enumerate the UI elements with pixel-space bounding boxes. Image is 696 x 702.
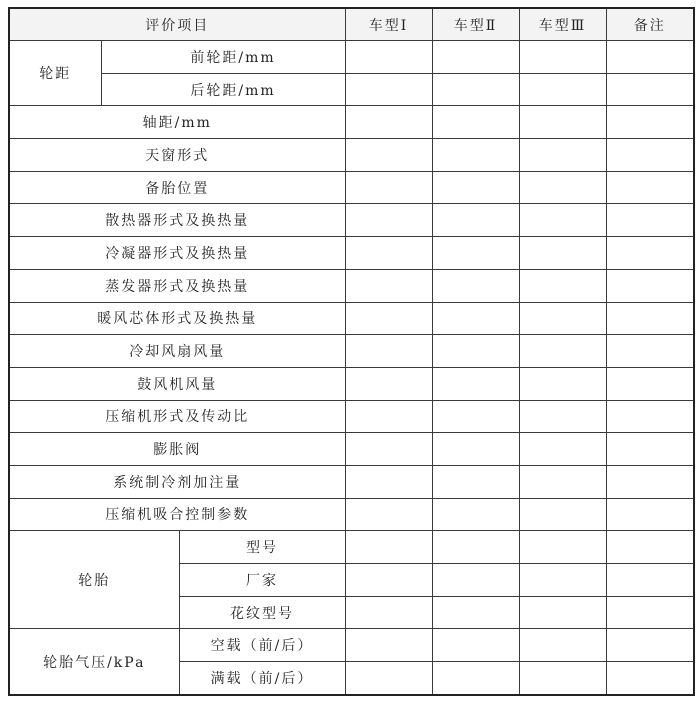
cell-remark[interactable] xyxy=(606,269,694,302)
cell-model-2[interactable] xyxy=(432,106,519,139)
row-label: 厂家 xyxy=(179,564,345,597)
table-row xyxy=(9,204,694,237)
header-row xyxy=(9,8,694,41)
row-label: 空载（前/后） xyxy=(179,629,345,662)
cell-model-1[interactable] xyxy=(345,269,432,302)
cell-model-1[interactable] xyxy=(345,367,432,400)
cell-model-3[interactable] xyxy=(519,531,606,564)
cell-remark[interactable] xyxy=(606,367,694,400)
cell-remark[interactable] xyxy=(606,531,694,564)
cell-model-1[interactable] xyxy=(345,204,432,237)
table-row xyxy=(9,465,694,498)
evaluation-table xyxy=(8,7,695,696)
cell-model-3[interactable] xyxy=(519,269,606,302)
cell-model-3[interactable] xyxy=(519,596,606,629)
cell-remark[interactable] xyxy=(606,662,694,695)
row-label: 花纹型号 xyxy=(179,596,345,629)
row-label: 散热器形式及换热量 xyxy=(9,204,345,237)
cell-model-1[interactable] xyxy=(345,498,432,531)
table-row xyxy=(9,41,694,74)
row-label: 蒸发器形式及换热量 xyxy=(9,269,345,302)
table-row xyxy=(9,433,694,466)
cell-model-3[interactable] xyxy=(519,367,606,400)
cell-model-1[interactable] xyxy=(345,629,432,662)
cell-model-2[interactable] xyxy=(432,302,519,335)
cell-model-2[interactable] xyxy=(432,204,519,237)
cell-remark[interactable] xyxy=(606,171,694,204)
cell-model-2[interactable] xyxy=(432,335,519,368)
cell-model-3[interactable] xyxy=(519,139,606,172)
cell-model-3[interactable] xyxy=(519,171,606,204)
cell-model-1[interactable] xyxy=(345,564,432,597)
row-label: 型号 xyxy=(179,531,345,564)
cell-model-2[interactable] xyxy=(432,465,519,498)
row-label: 鼓风机风量 xyxy=(9,367,345,400)
row-label: 压缩机吸合控制参数 xyxy=(9,498,345,531)
cell-remark[interactable] xyxy=(606,564,694,597)
cell-model-1[interactable] xyxy=(345,41,432,74)
table-row xyxy=(9,269,694,302)
cell-model-2[interactable] xyxy=(432,498,519,531)
cell-model-3[interactable] xyxy=(519,73,606,106)
table-row xyxy=(9,237,694,270)
cell-model-1[interactable] xyxy=(345,73,432,106)
cell-remark[interactable] xyxy=(606,237,694,270)
row-label: 前轮距/mm xyxy=(101,41,345,74)
cell-model-2[interactable] xyxy=(432,237,519,270)
header-model-3: 车型Ⅲ xyxy=(519,8,606,41)
cell-model-3[interactable] xyxy=(519,106,606,139)
cell-model-3[interactable] xyxy=(519,433,606,466)
cell-model-2[interactable] xyxy=(432,400,519,433)
row-label: 满载（前/后） xyxy=(179,662,345,695)
cell-remark[interactable] xyxy=(606,73,694,106)
cell-model-2[interactable] xyxy=(432,433,519,466)
row-label: 后轮距/mm xyxy=(101,73,345,106)
cell-remark[interactable] xyxy=(606,433,694,466)
cell-model-2[interactable] xyxy=(432,662,519,695)
cell-model-1[interactable] xyxy=(345,662,432,695)
cell-model-2[interactable] xyxy=(432,531,519,564)
cell-model-1[interactable] xyxy=(345,400,432,433)
header-model-1: 车型Ⅰ xyxy=(345,8,432,41)
cell-model-2[interactable] xyxy=(432,564,519,597)
cell-model-1[interactable] xyxy=(345,596,432,629)
cell-model-1[interactable] xyxy=(345,139,432,172)
table-row xyxy=(9,498,694,531)
row-label: 备胎位置 xyxy=(9,171,345,204)
cell-remark[interactable] xyxy=(606,41,694,74)
group-label-track: 轮距 xyxy=(9,41,101,106)
cell-model-2[interactable] xyxy=(432,269,519,302)
table-row xyxy=(9,400,694,433)
row-label: 暖风芯体形式及换热量 xyxy=(9,302,345,335)
row-label: 轴距/mm xyxy=(9,106,345,139)
cell-model-2[interactable] xyxy=(432,629,519,662)
cell-remark[interactable] xyxy=(606,335,694,368)
cell-remark[interactable] xyxy=(606,596,694,629)
cell-model-1[interactable] xyxy=(345,465,432,498)
table-row xyxy=(9,302,694,335)
table-row xyxy=(9,367,694,400)
header-item: 评价项目 xyxy=(9,8,345,41)
cell-remark[interactable] xyxy=(606,204,694,237)
cell-model-2[interactable] xyxy=(432,596,519,629)
cell-model-2[interactable] xyxy=(432,41,519,74)
table-row xyxy=(9,171,694,204)
cell-model-3[interactable] xyxy=(519,204,606,237)
cell-remark[interactable] xyxy=(606,629,694,662)
cell-model-3[interactable] xyxy=(519,41,606,74)
cell-model-1[interactable] xyxy=(345,531,432,564)
cell-model-2[interactable] xyxy=(432,73,519,106)
cell-model-1[interactable] xyxy=(345,433,432,466)
cell-remark[interactable] xyxy=(606,465,694,498)
cell-model-3[interactable] xyxy=(519,629,606,662)
cell-model-2[interactable] xyxy=(432,171,519,204)
cell-remark[interactable] xyxy=(606,400,694,433)
table-row xyxy=(9,139,694,172)
cell-remark[interactable] xyxy=(606,302,694,335)
cell-model-1[interactable] xyxy=(345,237,432,270)
table-row xyxy=(9,73,694,106)
row-label: 天窗形式 xyxy=(9,139,345,172)
row-label: 冷却风扇风量 xyxy=(9,335,345,368)
cell-remark[interactable] xyxy=(606,106,694,139)
table-row xyxy=(9,531,694,564)
table-row xyxy=(9,629,694,662)
row-label: 系统制冷剂加注量 xyxy=(9,465,345,498)
cell-model-2[interactable] xyxy=(432,367,519,400)
cell-model-1[interactable] xyxy=(345,171,432,204)
header-remark: 备注 xyxy=(606,8,694,41)
cell-remark[interactable] xyxy=(606,498,694,531)
cell-remark[interactable] xyxy=(606,139,694,172)
cell-model-1[interactable] xyxy=(345,335,432,368)
cell-model-3[interactable] xyxy=(519,465,606,498)
table-row xyxy=(9,335,694,368)
cell-model-1[interactable] xyxy=(345,302,432,335)
row-label: 压缩机形式及传动比 xyxy=(9,400,345,433)
evaluation-sheet xyxy=(8,7,695,696)
cell-model-3[interactable] xyxy=(519,302,606,335)
row-label: 冷凝器形式及换热量 xyxy=(9,237,345,270)
cell-model-3[interactable] xyxy=(519,564,606,597)
cell-model-2[interactable] xyxy=(432,139,519,172)
cell-model-3[interactable] xyxy=(519,662,606,695)
cell-model-1[interactable] xyxy=(345,106,432,139)
cell-model-3[interactable] xyxy=(519,335,606,368)
table-row xyxy=(9,106,694,139)
group-label-pressure: 轮胎气压/kPa xyxy=(9,629,179,695)
group-label-tire: 轮胎 xyxy=(9,531,179,629)
cell-model-3[interactable] xyxy=(519,400,606,433)
cell-model-3[interactable] xyxy=(519,498,606,531)
header-model-2: 车型Ⅱ xyxy=(432,8,519,41)
cell-model-3[interactable] xyxy=(519,237,606,270)
row-label: 膨胀阀 xyxy=(9,433,345,466)
